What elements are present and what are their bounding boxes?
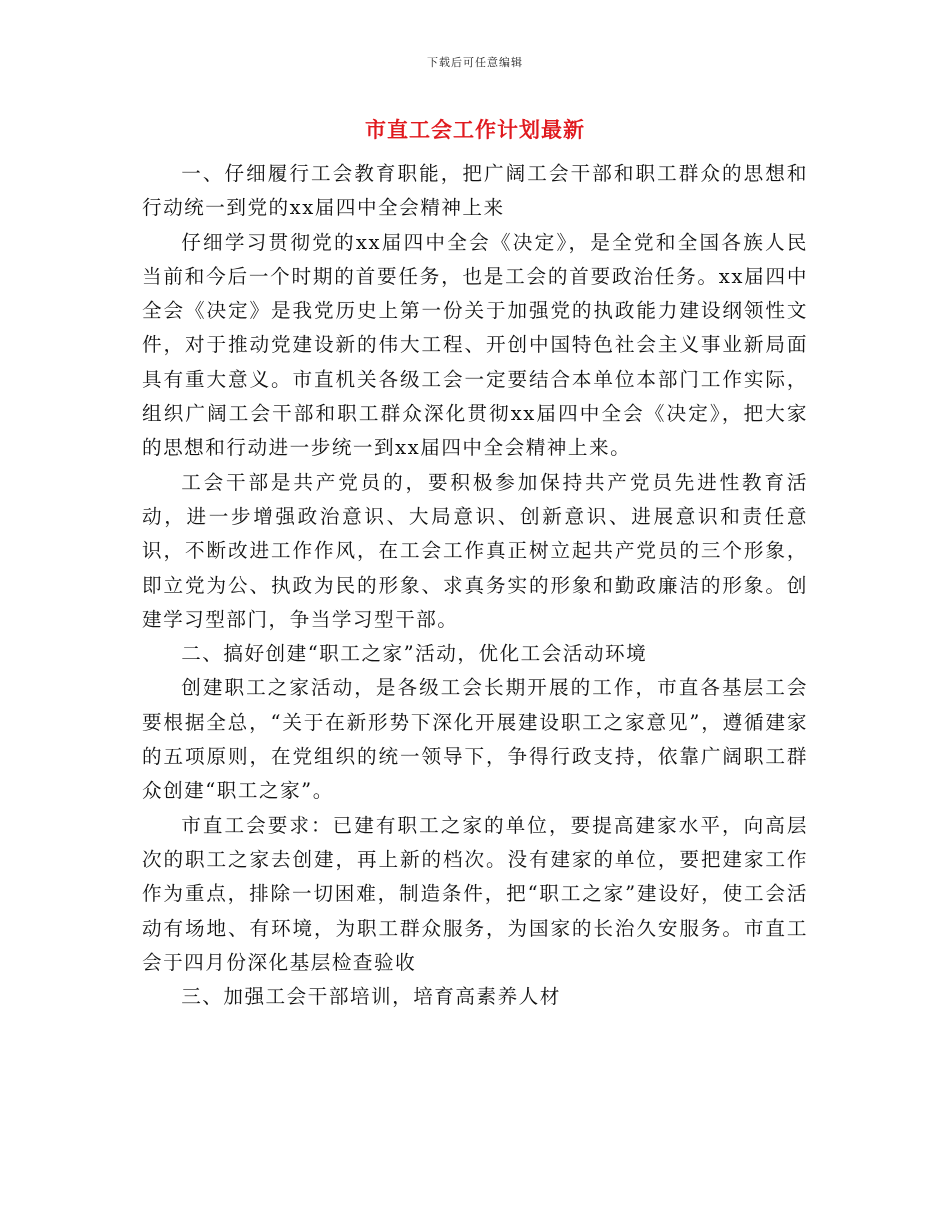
document-body (142, 157, 808, 1014)
heading-section-1: 一、仔细履行工会教育职能，把广阔工会干部和职工群众的思想和行动统一到党的xx届四中全会精神上来 (142, 162, 808, 220)
body-paragraph: 工会干部是共产党员的，要积极参加保持共产党员先进性教育活动，进一步增强政治意识、大局意识、创新意识、进展意识和责任意识，不断改进工作作风，在工会工作真正树立起共产党员的三个形象，即立党为公、执政为民的形象、求真务实的形象和勤政廉洁的形象。创建学习型部门，争当学习型干部。 (142, 470, 808, 631)
heading-section-3: 三、加强工会干部培训，培育高素养人材 (181, 985, 561, 1009)
body-paragraph: 创建职工之家活动，是各级工会长期开展的工作，市直各基层工会要根据全总，“关于在新形势下深化开展建设职工之家意见”，遵循建家的五项原则，在党组织的统一领导下，争得行政支持，依靠广阔职工群众创建“职工之家”。 (142, 676, 808, 803)
body-paragraph: 仔细学习贯彻党的xx届四中全会《决定》，是全党和全国各族人民当前和今后一个时期的首要任务，也是工会的首要政治任务。xx届四中全会《决定》是我党历史上第一份关于加强党的执政能力建设纲领性文件，对于推动党建设新的伟大工程、开创中国特色社会主义事业新局面具有重大意义。市直机关各级工会一定要结合本单位本部门工作实际，组织广阔工会干部和职工群众深化贯彻xx届四中全会《决定》，把大家的思想和行动进一步统一到xx届四中全会精神上来。 (142, 230, 808, 460)
heading-section-2: 二、搞好创建“职工之家”活动，优化工会活动环境 (181, 642, 648, 666)
page-header: 下载后可任意编辑 (427, 56, 523, 69)
document-title: 市直工会工作计划最新 (365, 118, 585, 142)
body-paragraph: 市直工会要求：已建有职工之家的单位，要提高建家水平，向高层次的职工之家去创建，再上新的档次。没有建家的单位，要把建家工作作为重点，排除一切困难，制造条件，把“职工之家”建设好，使工会活动有场地、有环境，为职工群众服务，为国家的长治久安服务。市直工会于四月份深化基层检查验收 (142, 813, 808, 974)
